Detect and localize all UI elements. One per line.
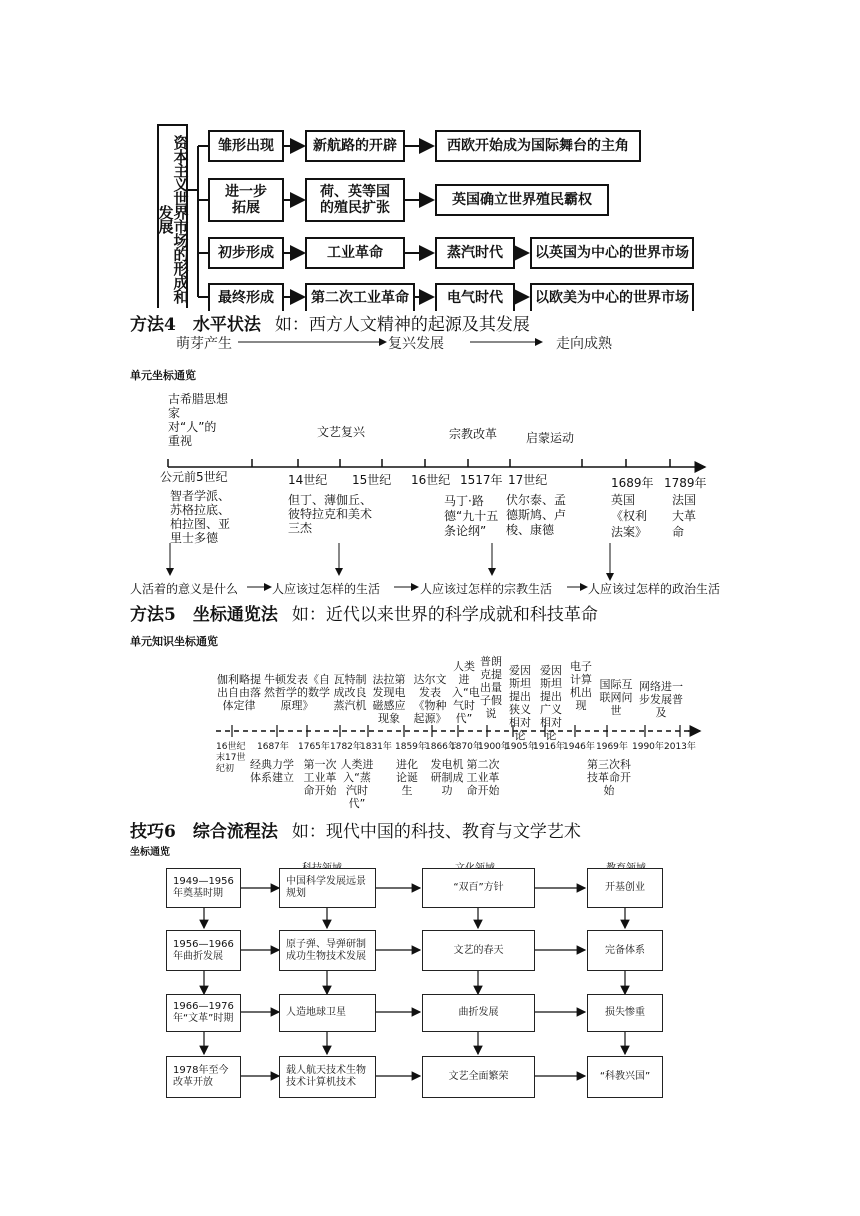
vertical-title: 资本主义世界市场的形成和发展 [156, 135, 190, 303]
bottom-event: 进化论诞生 [396, 758, 418, 797]
tick-label: 16世纪 [411, 473, 451, 487]
top-event: 普朗克提出量子假说 [480, 655, 502, 720]
flow-box-culture [422, 1056, 535, 1098]
bottom-label: 法国大革命 [672, 493, 697, 539]
era-box: 电气时代 [435, 283, 515, 311]
top-event: 国际互联网问世 [599, 678, 633, 717]
bottom-event: 第三次科技革命开始 [587, 758, 631, 797]
method4-example: 如：西方人文精神的起源及其发展 [274, 315, 530, 335]
cause-box: 第二次工业革命 [305, 283, 415, 311]
method4-heading: 方法4 水平状法 如：西方人文精神的起源及其发展 [130, 315, 530, 335]
top-label: 宗教改革 [449, 427, 498, 441]
top-event: 人类进入“电气时代” [452, 660, 480, 725]
tick-label: 1870年 [450, 742, 482, 752]
flow-box-text: 文艺的春天 [453, 944, 504, 956]
bottom-event: 第二次工业革命开始 [466, 758, 500, 797]
tick-label: 17世纪 [508, 473, 548, 487]
tick-label: 1969年 [596, 742, 628, 752]
top-event: 网络进一步发展普及 [639, 680, 683, 719]
tick-label: 1905年 [505, 742, 537, 752]
flow-box-text: 人造地球卫星 [286, 1007, 346, 1018]
flow-box-text: 完备体系 [605, 944, 645, 956]
vertical-title-box [157, 124, 188, 308]
stage-box: 最终形成 [208, 283, 284, 311]
bottom-label: 英国《权利法案》 [611, 493, 648, 539]
tick-label: 公元前5世纪 [160, 470, 228, 484]
flow-box-tech [279, 994, 376, 1032]
flow-box-text: 损失惨重 [605, 1007, 645, 1018]
question-label: 人活着的意义是什么 [130, 582, 239, 596]
bottom-label: 马丁·路德“九十五条论纲” [444, 494, 499, 538]
flow-box-culture [422, 930, 535, 971]
flow-step: 复兴发展 [388, 336, 444, 352]
flow-box-text: 1978年至今改革开放 [173, 1065, 229, 1088]
flow-box-text: 中国科学发展远景规划 [286, 876, 366, 899]
question-label: 人应该过怎样的政治生活 [588, 582, 721, 596]
flow-box-text: 原子弹、导弹研制成功生物技术发展 [286, 938, 366, 962]
flow-box-text: 载人航天技术生物技术计算机技术 [286, 1065, 366, 1088]
flow-box-text: “科教兴国” [599, 1071, 651, 1082]
tick-label: 1831年 [360, 742, 392, 752]
tick-label: 2013年 [664, 742, 696, 752]
flow-box-edu [587, 994, 663, 1032]
flow-box-culture [422, 868, 535, 908]
tick-label: 1789年 [664, 476, 707, 490]
bottom-label: 但丁、薄伽丘、彼特拉克和美术三杰 [288, 493, 373, 535]
bottom-event: 发电机研制成功 [430, 758, 464, 797]
flow-box-culture [422, 994, 535, 1032]
cause-box: 新航路的开辟 [305, 130, 405, 162]
bottom-label: 智者学派、苏格拉底、柏拉图、亚里士多德 [170, 489, 231, 545]
top-label: 文艺复兴 [317, 425, 366, 439]
method5-example: 如：近代以来世界的科学成就和科技革命 [291, 605, 598, 625]
flow-box-text: 1966—1976年“文革”时期 [173, 1001, 234, 1024]
top-event: 伽利略提出自由落体定律 [217, 673, 261, 712]
result-box: 以英国为中心的世界市场 [530, 237, 694, 269]
technique6-heading: 技巧6 综合流程法 如：现代中国的科技、教育与文学艺术 [130, 822, 581, 842]
tick-label: 1916年 [533, 742, 565, 752]
method5-heading: 方法5 坐标通览法 如：近代以来世界的科学成就和科技革命 [130, 605, 598, 625]
era-box: 蒸汽时代 [435, 237, 515, 269]
flow-box-text: 1949—1956年奠基时期 [173, 876, 234, 899]
cause-box: 工业革命 [305, 237, 405, 269]
timeline-title: 单元知识坐标通览 [130, 635, 218, 648]
flow-box-periods [166, 1056, 241, 1098]
flow-box-edu [587, 868, 663, 908]
tick-label: 1859年 [395, 742, 427, 752]
stage-box: 初步形成 [208, 237, 284, 269]
flow-box-tech [279, 1056, 376, 1098]
bottom-event: 经典力学体系建立 [250, 758, 294, 784]
tick-label: 1866年 [425, 742, 457, 752]
tick-label: 1687年 [257, 742, 289, 752]
bottom-label: 伏尔泰、孟德斯鸠、卢梭、康德 [506, 493, 567, 537]
flow-box-tech [279, 930, 376, 971]
flow-box-edu [587, 1056, 663, 1098]
tick-label: 1517年 [460, 473, 503, 487]
result-box: 西欧开始成为国际舞台的主角 [435, 130, 641, 162]
top-event: 牛顿发表《自然哲学的数学原理》 [264, 673, 330, 712]
tick-label: 1946年 [563, 742, 595, 752]
top-event: 达尔文发表《物种起源》 [413, 673, 447, 725]
flow-box-text: 曲折发展 [458, 1007, 499, 1018]
flow-step: 走向成熟 [556, 336, 612, 352]
flow-box-text: 1956—1966年曲折发展 [173, 938, 234, 962]
stage-box: 雏形出现 [208, 130, 284, 162]
flow-box-periods [166, 994, 241, 1032]
flow-box-edu [587, 930, 663, 971]
tick-label: 1765年 [298, 742, 330, 752]
flow-box-periods [166, 868, 241, 908]
result-box: 英国确立世界殖民霸权 [435, 184, 609, 216]
tick-label: 1900年 [478, 742, 510, 752]
tick-label: 16世纪末17世纪初 [216, 742, 246, 774]
tick-label: 1689年 [611, 476, 654, 490]
top-event: 电子计算机出现 [570, 660, 592, 712]
bottom-event: 人类进入“蒸汽时代” [340, 758, 374, 810]
bottom-event: 第一次工业革命开始 [303, 758, 337, 797]
flow-box-text: “双百”方针 [453, 882, 504, 893]
top-event: 爱因斯坦提出广义相对论 [540, 664, 562, 742]
top-label: 古希腊思想家对“人”的重视 [168, 392, 229, 448]
flow-box-text: 文艺全面繁荣 [448, 1071, 509, 1082]
tick-label: 1782年 [330, 742, 362, 752]
question-label: 人应该过怎样的生活 [272, 582, 381, 596]
top-event: 爱因斯坦提出狭义相对论 [509, 664, 531, 742]
tick-label: 15世纪 [352, 473, 392, 487]
result-box: 以欧美为中心的世界市场 [530, 283, 694, 311]
flow-title: 坐标通览 [130, 847, 170, 858]
top-event: 瓦特制成改良蒸汽机 [333, 673, 367, 712]
flow-step: 萌芽产生 [176, 336, 232, 352]
cause-box: 荷、英等国的殖民扩张 [305, 178, 405, 222]
technique6-example: 如：现代中国的科技、教育与文学艺术 [291, 822, 581, 842]
timeline-title: 单元坐标通览 [130, 369, 196, 382]
flow-box-tech [279, 868, 376, 908]
stage-box: 进一步拓展 [208, 178, 284, 222]
flow-box-text: 开基创业 [605, 882, 645, 893]
tick-label: 14世纪 [288, 473, 328, 487]
question-label: 人应该过怎样的宗教生活 [420, 582, 553, 596]
tick-label: 1990年 [632, 742, 664, 752]
top-event: 法拉第发现电磁感应现象 [372, 673, 406, 725]
top-label: 启蒙运动 [526, 431, 575, 445]
flow-box-periods [166, 930, 241, 971]
